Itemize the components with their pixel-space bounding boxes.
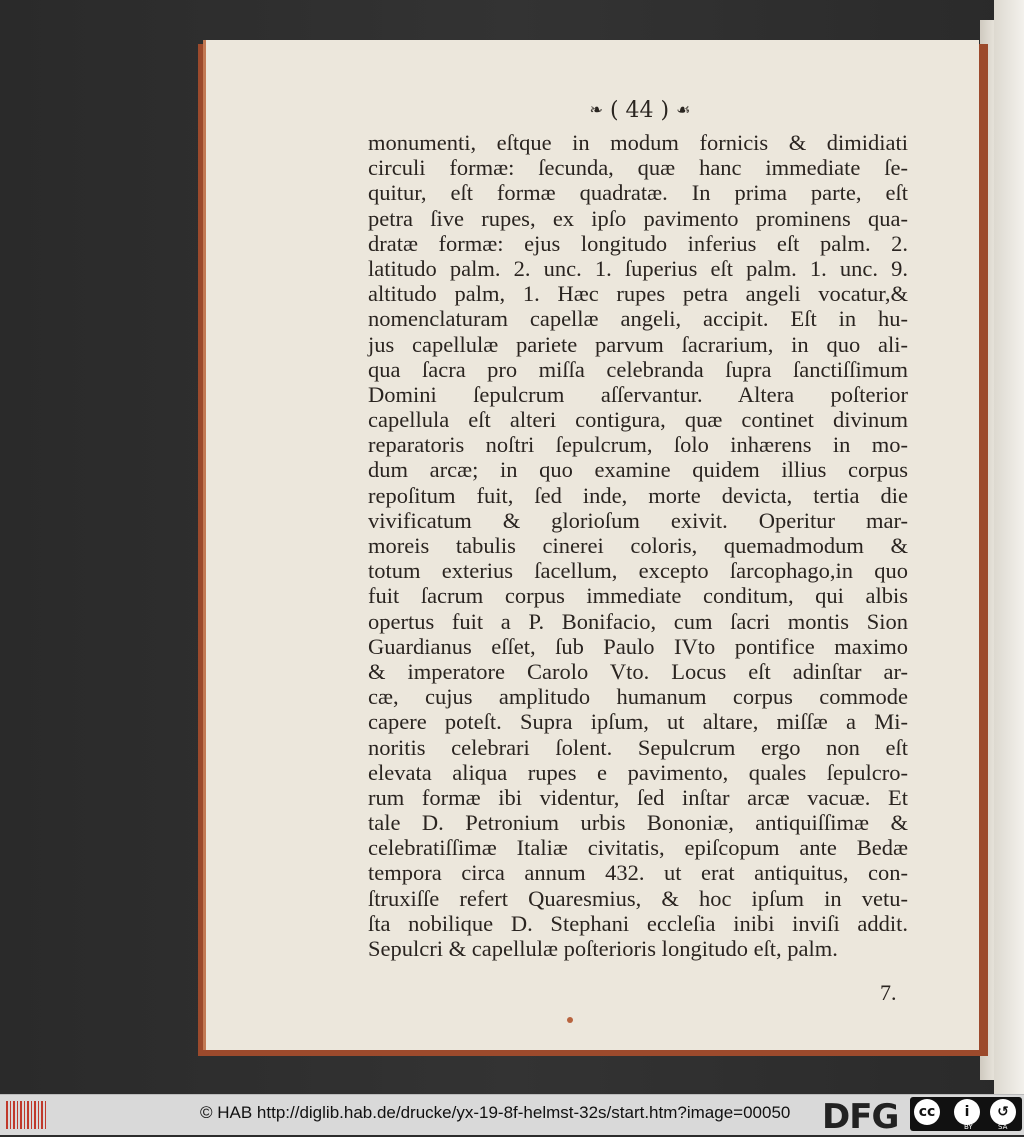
text-line: elevata aliqua rupes e pavimento, quales ſepulcro- [368,759,908,785]
sa-label: SA [998,1123,1008,1131]
text-line: noritis celebrari ſolent. Sepulcrum ergo non eſt [368,734,908,760]
text-line: tempora circa annum 432. ut erat antiquitus, con- [368,860,908,886]
text-line: ſtruxiſſe refert Quaresmius, & hoc ipſum in vetu- [368,885,908,911]
text-line: circuli formæ: ſecunda, quæ hanc immediate ſe- [368,155,908,181]
text-line: dum arcæ; in quo examine quidem illius corpus [368,457,908,483]
text-line: reparatoris noſtri ſepulcrum, ſolo inhærens in mo- [368,432,908,458]
text-line: repoſitum fuit, ſed inde, morte devicta, tertia die [368,482,908,508]
text-line: moreis tabulis cinerei coloris, quemadmodum & [368,533,908,558]
ornament-left-icon: ❧ [589,100,603,119]
text-line: rum formæ ibi videntur, ſed inſtar arcæ vacuæ. Et [368,784,908,810]
text-line: qua ſacra pro miſſa celebranda ſupra ſanctiſſimum [368,356,908,382]
text-line: Guardianus eſſet, ſub Paulo IVto pontifice maximo [368,633,908,659]
text-line: tale D. Petronium urbis Bononiæ, antiquiſſimæ & [368,810,908,836]
text-line: celebratiſſimæ Italiæ civitatis, epiſcopum ante Bedæ [368,835,908,861]
sa-icon: ↺ [990,1099,1016,1125]
text-line: Sepulcri & capellulæ poſterioris longitudo eſt, palm. [368,936,838,961]
text-line: opertus fuit a P. Bonifacio, cum ſacri montis Sion [368,608,908,634]
by-label: BY [964,1123,973,1131]
text-line: & imperatore Carolo Vto. Locus eſt adinſtar ar- [368,658,908,684]
text-line: fuit ſacrum corpus immediate conditum, qui albis [368,583,908,609]
page-number-header [560,98,720,128]
viewer-footer [0,1094,1024,1135]
text-line: altitudo palm, 1. Hæc rupes petra angeli vocatur,& [368,281,908,307]
dfg-logo[interactable]: DFG [822,1097,899,1137]
text-line: jus capellulæ pariete parvum ſacrarium, in quo ali- [368,331,908,357]
by-icon: i [954,1099,980,1125]
book-edge [994,0,1024,1094]
page-number: ( 44 ) [609,98,670,123]
body-text [368,130,908,961]
text-line: cæ, cujus amplitudo humanum corpus commode [368,684,908,710]
text-line: quitur, eſt formæ quadratæ. In prima parte, eſt [368,180,908,206]
copyright-url[interactable]: © HAB http://diglib.hab.de/drucke/yx-19-8f-helmst-32s/start.htm?image=00050 [200,1103,791,1122]
catchword: 7. [880,980,897,1005]
cc-icon: cc [914,1099,940,1125]
text-line: petra ſive rupes, ex ipſo pavimento prominens qua- [368,205,908,231]
text-line: vivificatum & glorioſum exivit. Operitur mar- [368,507,908,533]
ornament-right-icon: ☙ [676,100,691,119]
text-line: ſta nobilique D. Stephani eccleſia inibi inviſi addit. [368,910,908,936]
text-line: capere poteſt. Supra ipſum, ut altare, miſſæ a Mi- [368,709,908,735]
library-logo-icon[interactable] [6,1101,46,1129]
paper-spot [567,1017,573,1023]
license-badge[interactable] [910,1097,1022,1131]
text-line: Domini ſepulcrum aſſervantur. Altera poſterior [368,381,908,407]
text-line: capellula eſt alteri contigura, quæ continet divinum [368,407,908,433]
text-line: latitudo palm. 2. unc. 1. ſuperius eſt palm. 1. unc. 9. [368,255,908,281]
text-line: totum exterius ſacellum, excepto ſarcophago,in quo [368,558,908,584]
text-line: monumenti, eſtque in modum fornicis & dimidiati [368,130,908,155]
text-line: dratæ formæ: ejus longitudo inferius eſt palm. 2. [368,230,908,256]
text-line: nomenclaturam capellæ angeli, accipit. Eſt in hu- [368,306,908,332]
